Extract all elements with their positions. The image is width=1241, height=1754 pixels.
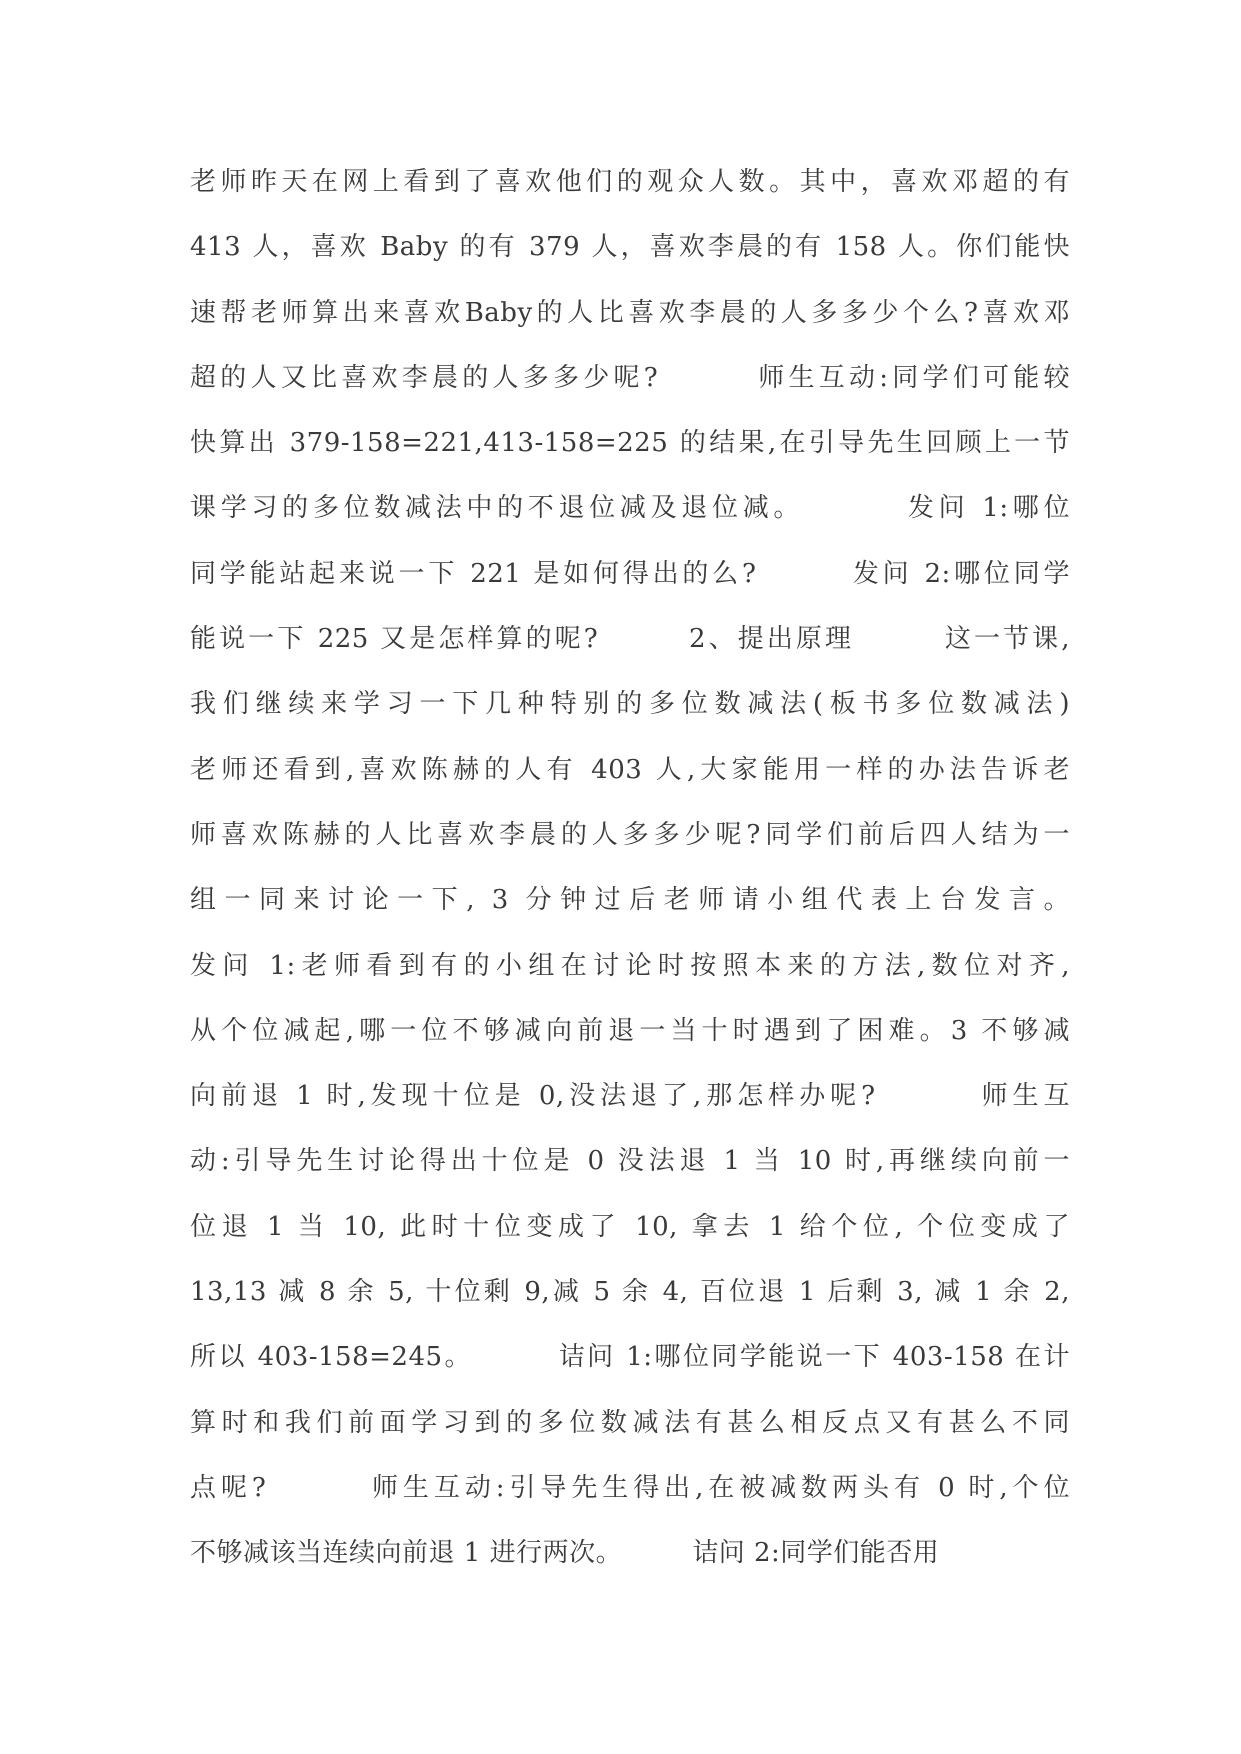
text-line: 超的人又比喜欢李晨的人多多少呢? 师生互动:同学们可能较 [190,362,1070,393]
body-text [190,160,1070,1597]
text-line: 发问 1:老师看到有的小组在讨论时按照本来的方法,数位对齐, [190,950,1070,981]
text-line: 同学能站起来说一下 221 是如何得出的么? 发问 2:哪位同学 [190,558,1070,589]
text-line: 老师昨天在网上看到了喜欢他们的观众人数。其中，喜欢邓超的有 [190,167,1070,197]
text-line: 位退 1 当 10, 此时十位变成了 10, 拿去 1 给个位, 个位变成了 [190,1211,1070,1242]
text-line: 快算出 379-158=221,413-158=225 的结果,在引导先生回顾上一节 [190,428,1070,459]
text-line: 能说一下 225 又是怎样算的呢? 2、提出原理 这一节课, [190,624,1070,655]
text-line: 师喜欢陈赫的人比喜欢李晨的人多多少呢?同学们前后四人结为一 [190,819,1070,850]
text-line: 向前退 1 时,发现十位是 0,没法退了,那怎样办呢? 师生互 [190,1081,1070,1112]
text-line: 我们继续来学习一下几种特别的多位数减法(板书多位数减法) [190,689,1070,720]
text-line: 课学习的多位数减法中的不退位减及退位减。 发问 1:哪位 [190,493,1070,524]
text-line: 算时和我们前面学习到的多位数减法有甚么相反点又有甚么不同 [190,1407,1070,1438]
text-line: 组一同来讨论一下, 3 分钟过后老师请小组代表上台发言。 [190,885,1070,916]
text-line: 13,13 减 8 余 5, 十位剩 9,减 5 余 4, 百位退 1 后剩 3, 减 1 余 2, [190,1277,1070,1308]
text-line: 所以 403-158=245。 诘问 1:哪位同学能说一下 403-158 在计 [190,1342,1070,1373]
text-line: 动:引导先生讨论得出十位是 0 没法退 1 当 10 时,再继续向前一 [190,1146,1070,1177]
text-line: 点呢? 师生互动:引导先生得出,在被减数两头有 0 时,个位 [190,1472,1070,1503]
text-line: 从个位减起,哪一位不够减向前退一当十时遇到了困难。3 不够减 [190,1015,1070,1046]
text-line: 速帮老师算出来喜欢Baby的人比喜欢李晨的人多多少个么?喜欢邓 [190,297,1070,328]
text-line: 413 人，喜欢 Baby 的有 379 人，喜欢李晨的有 158 人。你们能快 [190,232,1070,263]
text-line: 不够减该当连续向前退 1 进行两次。 诘问 2:同学们能否用 [190,1538,940,1569]
text-line: 老师还看到,喜欢陈赫的人有 403 人,大家能用一样的办法告诉老 [190,754,1070,785]
